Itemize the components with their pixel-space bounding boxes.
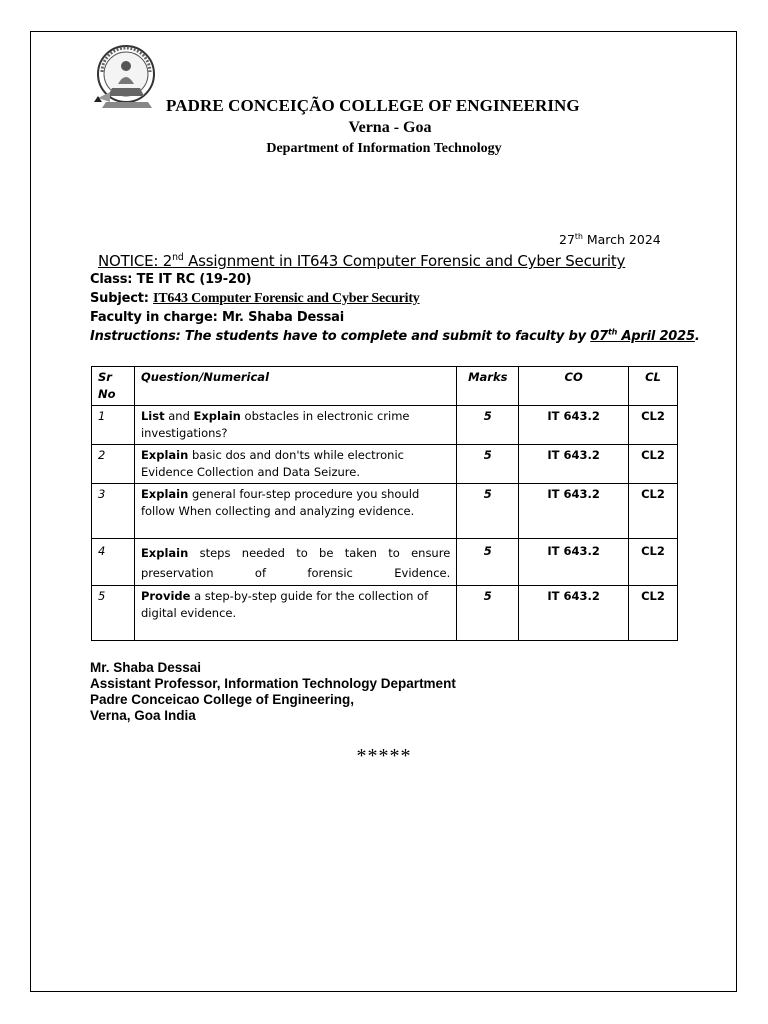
header-marks: Marks	[457, 367, 519, 406]
row-marks: 5	[457, 484, 519, 539]
row-cl: CL2	[629, 484, 678, 539]
notice-date: 27th March 2024	[559, 231, 661, 247]
row-sr: 4	[92, 539, 135, 586]
college-name: PADRE CONCEIÇÃO COLLEGE OF ENGINEERING	[166, 96, 580, 115]
signature-location: Verna, Goa India	[90, 708, 196, 723]
row-co: IT 643.2	[519, 539, 629, 586]
signature-block	[90, 660, 456, 724]
row-cl: CL2	[629, 539, 678, 586]
table-row	[92, 406, 678, 445]
row-co: IT 643.2	[519, 406, 629, 445]
row-marks: 5	[457, 406, 519, 445]
instructions-line: Instructions: The students have to complete and submit to faculty by 07th April 2025.	[90, 327, 700, 344]
row-cl: CL2	[629, 586, 678, 641]
questions-table	[91, 366, 678, 641]
footer-stars: *****	[356, 745, 412, 767]
department-name: Department of Information Technology	[266, 141, 502, 156]
row-cl: CL2	[629, 406, 678, 445]
table-row	[92, 539, 678, 586]
subject-line: Subject: IT643 Computer Forensic and Cyber Security	[90, 291, 420, 306]
college-logo	[92, 44, 160, 112]
row-sr: 3	[92, 484, 135, 539]
signature-title: Assistant Professor, Information Technology Department	[90, 676, 456, 691]
row-marks: 5	[457, 586, 519, 641]
table-row	[92, 445, 678, 484]
row-co: IT 643.2	[519, 586, 629, 641]
row-question: List and Explain obstacles in electronic crime investigations?	[134, 406, 456, 445]
notice-title: NOTICE: 2nd Assignment in IT643 Computer Forensic and Cyber Security	[98, 252, 626, 270]
class-line: Class: TE IT RC (19-20)	[90, 272, 252, 287]
row-question: Explain basic dos and don'ts while electronic Evidence Collection and Data Seizure.	[134, 445, 456, 484]
header-question: Question/Numerical	[134, 367, 456, 406]
row-sr: 2	[92, 445, 135, 484]
signature-institution: Padre Conceicao College of Engineering,	[90, 692, 355, 707]
row-question: Explain general four-step procedure you should follow When collecting and analyzing evidence.	[134, 484, 456, 539]
table-header-row	[92, 367, 678, 406]
table-row	[92, 586, 678, 641]
row-question: Explain steps needed to be taken to ensure preservation of forensic Evidence.	[134, 539, 456, 586]
row-cl: CL2	[629, 445, 678, 484]
row-sr: 5	[92, 586, 135, 641]
table-row	[92, 484, 678, 539]
header-sr-no: Sr No	[92, 367, 135, 406]
header-co: CO	[519, 367, 629, 406]
row-co: IT 643.2	[519, 445, 629, 484]
header-cl: CL	[629, 367, 678, 406]
college-location: Verna - Goa	[348, 119, 432, 136]
row-marks: 5	[457, 445, 519, 484]
row-question: Provide a step-by-step guide for the collection of digital evidence.	[134, 586, 456, 641]
signature-name: Mr. Shaba Dessai	[90, 660, 202, 675]
row-sr: 1	[92, 406, 135, 445]
row-marks: 5	[457, 539, 519, 586]
faculty-line: Faculty in charge: Mr. Shaba Dessai	[90, 310, 345, 325]
row-co: IT 643.2	[519, 484, 629, 539]
